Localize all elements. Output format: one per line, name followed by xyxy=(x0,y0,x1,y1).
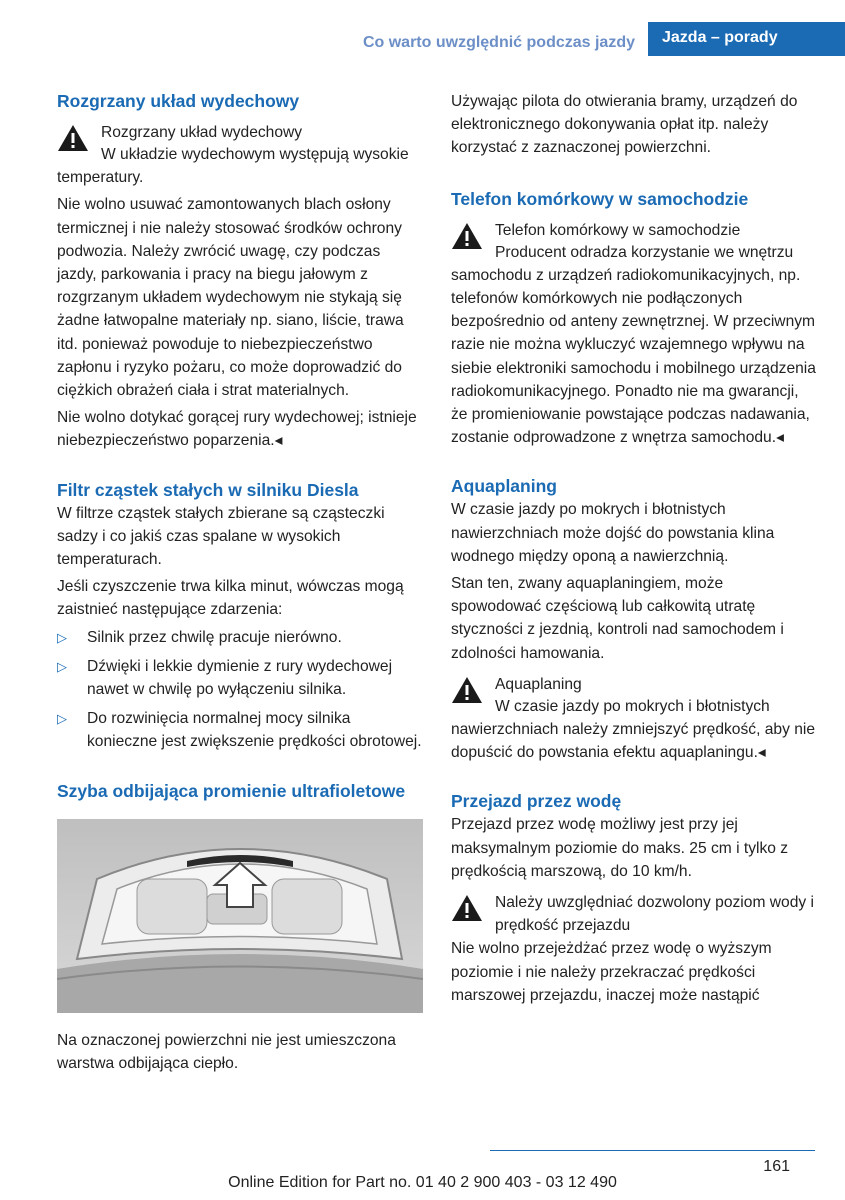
warning-triangle-icon xyxy=(451,894,483,922)
footer-divider xyxy=(490,1150,815,1151)
left-column xyxy=(57,90,423,1079)
paragraph: Stan ten, zwany aquaplaningiem, może spowodować częściową lub całkowitą utratę styczności z jezdnią, kontroli nad samochodem i zdolności hamowania. xyxy=(451,575,784,662)
footer-edition: Online Edition for Part no. 01 40 2 900 403 - 03 12 490 xyxy=(228,1174,617,1191)
warning-triangle-icon xyxy=(451,676,483,704)
warning-exhaust xyxy=(57,121,423,167)
warning-water xyxy=(451,891,817,937)
warning-phone xyxy=(451,219,817,265)
warning-title: Telefon komórkowy w samochodzie xyxy=(495,221,741,239)
warning-title: Aquaplaning xyxy=(495,675,582,693)
heading-mobile-phone: Telefon komórkowy w samochodzie xyxy=(451,188,749,209)
heading-diesel-filter: Filtr cząstek stałych w silniku Diesla xyxy=(57,479,359,500)
bullet-arrow-icon: ▷ xyxy=(57,658,67,674)
warning-triangle-icon xyxy=(57,124,89,152)
heading-water-crossing: Przejazd przez wodę xyxy=(451,791,622,812)
right-column xyxy=(451,90,817,1011)
list-item xyxy=(57,707,423,753)
heading-uv-windshield: Szyba odbijająca promienie ultrafioletowe xyxy=(57,780,406,801)
bullet-arrow-icon: ▷ xyxy=(57,711,67,727)
warning-aquaplaning xyxy=(451,673,817,719)
bullet-arrow-icon: ▷ xyxy=(57,629,67,645)
warning-triangle-icon xyxy=(451,222,483,250)
running-header-section: Co warto uwzględnić podczas jazdy xyxy=(362,34,635,51)
list-item-text: Dźwięki i lekkie dymienie z rury wydechowej nawet w chwilę po wyłączeniu silnika. xyxy=(87,657,393,699)
paragraph: W filtrze cząstek stałych zbierane są cząsteczki sadzy i co jakiś czas spalane w wysokich temperaturach. xyxy=(57,504,385,569)
paragraph: Przejazd przez wodę możliwy jest przy jej maksymalnym poziomie do maks. 25 cm i tylko z prędkością marszową, do 10 km/h. xyxy=(451,816,789,880)
heading-exhaust: Rozgrzany układ wydechowy xyxy=(57,91,300,111)
figure-caption: Na oznaczonej powierzchni nie jest umieszczona warstwa odbijająca ciepło. xyxy=(57,1031,396,1072)
list-item xyxy=(57,626,423,649)
warning-title: Rozgrzany układ wydechowy xyxy=(101,124,303,141)
warning-text: W układzie wydechowym występują wysokie temperatury. xyxy=(57,146,409,187)
page-number: 161 xyxy=(763,1158,790,1175)
list-item xyxy=(57,655,423,701)
heading-aquaplaning: Aquaplaning xyxy=(451,476,557,497)
paragraph: Używając pilota do otwierania bramy, urządzeń do elektronicznego dokonywania opłat itp. należy korzystać z zaznaczonej powierzchni. xyxy=(451,93,798,157)
warning-text: W czasie jazdy po mokrych i błotnistych nawierzchniach należy zmniejszyć prędkość, aby nie dopuścić do powstania efektu aquaplaningu.◂ xyxy=(451,697,816,762)
paragraph: Nie wolno usuwać zamontowanych blach osłony termicznej i nie należy stosować środków ochrony podwozia. Należy zwrócić uwagę, czy podczas jazdy, parkowania i pracy na biegu jałowym z rozgrzanym układem wydechowym nie stykają się żadne łatwopalne materiały np. siano, liście, trawa itd. ponieważ powoduje to niebezpieczeństwo zapłonu i ryzyko pożaru, co może doprowadzić do ciężkich obrażeń ciała i strat materialnych. xyxy=(57,196,404,400)
list-item-text: Silnik przez chwilę pracuje nierówno. xyxy=(87,628,342,646)
paragraph: W czasie jazdy po mokrych i błotnistych nawierzchniach może dojść do powstania klina wodnego między oponą a nawierzchnią. xyxy=(451,501,775,565)
bullet-list xyxy=(57,626,423,754)
car-interior-image xyxy=(57,819,423,1013)
windshield-illustration xyxy=(57,819,423,1013)
list-item-text: Do rozwinięcia normalnej mocy silnika konieczne jest zwiększenie prędkości obrotowej. xyxy=(87,710,422,751)
running-header-chapter: Jazda – porady xyxy=(648,22,845,56)
paragraph: Nie wolno dotykać gorącej rury wydechowej; istnieje niebezpieczeństwo poparzenia.◂ xyxy=(57,409,417,450)
warning-title: Należy uwzględniać dozwolony poziom wody i prędkość przejazdu xyxy=(495,894,814,935)
paragraph: Jeśli czyszczenie trwa kilka minut, wówczas mogą zaistnieć następujące zdarzenia: xyxy=(57,578,404,619)
paragraph: Nie wolno przejeżdżać przez wodę o wyższym poziomie i nie należy przekraczać prędkości marszowej przejazdu, inaczej może nastąpić xyxy=(451,940,772,1004)
warning-text: Producent odradza korzystanie we wnętrzu samochodu z urządzeń radiokomunikacyjnych, np. telefonów komórkowych nie podłączonych bezpośrednio od anteny zewnętrznej. W przeciwnym razie nie można wykluczyć wzajemnego wpływu na siebie elektroniki samochodu i mobilnego urządzenia radiokomunikacyjnego. Ponadto nie ma gwarancji, że promieniowanie powstające podczas nadawania, zostanie odprowadzone z wnętrza samochodu.◂ xyxy=(451,243,816,447)
